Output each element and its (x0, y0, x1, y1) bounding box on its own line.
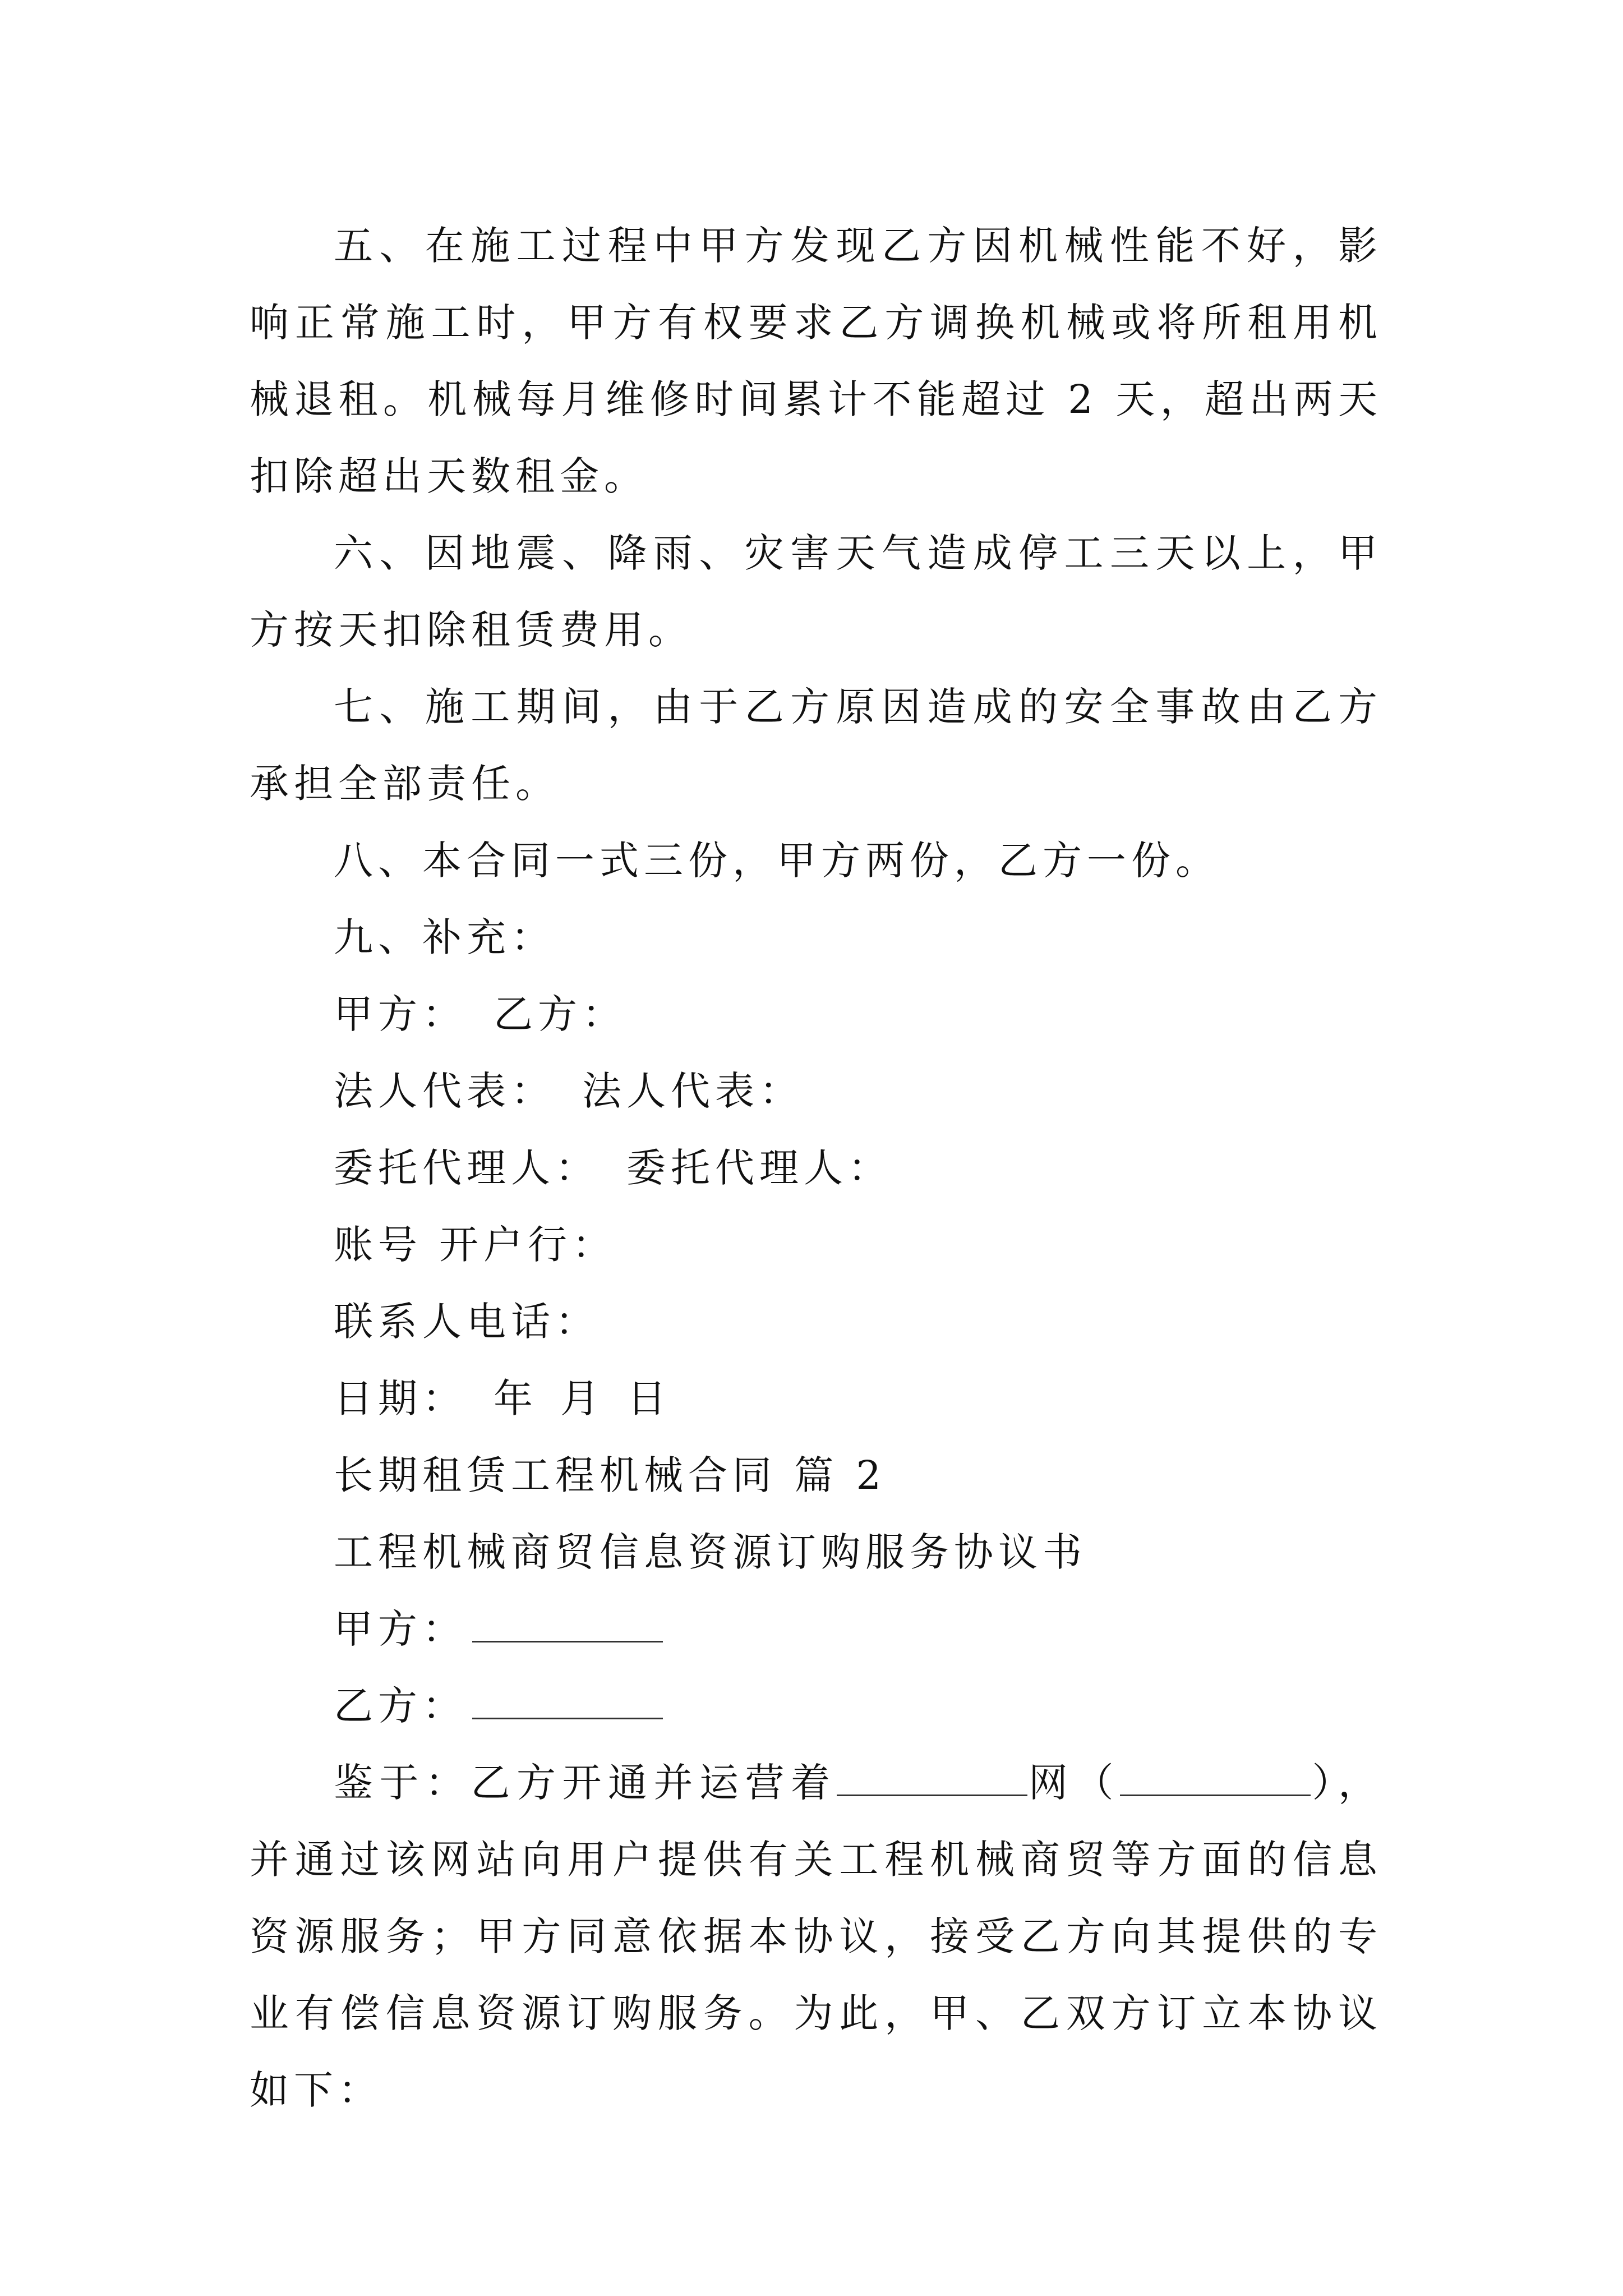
whereas-text-4: 并通过该网站向用户提供有关工程机械商贸等方面的信息资源服务；甲方同意依据本协议，接受乙方向其提供的专业有偿信息资源订购服务。为此，甲、乙双方订立本协议如下： (250, 1837, 1382, 2113)
whereas-text-1: 鉴于：乙方开通并运营着 (334, 1760, 837, 1806)
party-b-blank (472, 1684, 663, 1719)
contact-phone-label: 联系人电话： (334, 1299, 600, 1345)
date-label: 日期： (334, 1375, 467, 1421)
website-url-blank (1120, 1761, 1311, 1796)
agent-a-label: 委托代理人： (334, 1145, 600, 1191)
bank-label: 开户行： (439, 1222, 616, 1268)
signature-legal-rep-row (250, 1053, 1382, 1130)
clause-six: 六、因地震、降雨、灾害天气造成停工三天以上，甲方按天扣除租赁费用。 (250, 530, 1382, 653)
party-b-row (250, 1668, 1382, 1745)
whereas-clause (250, 1745, 1382, 2129)
agent-b-label: 委托代理人： (626, 1145, 892, 1191)
whereas-text-2: 网（ (1027, 1760, 1120, 1806)
party-b-label: 乙方： (494, 991, 626, 1037)
legal-rep-b-label: 法人代表： (582, 1068, 804, 1114)
signature-party-row (250, 976, 1382, 1053)
clause-five: 五、在施工过程中甲方发现乙方因机械性能不好，影响正常施工时，甲方有权要求乙方调换机械或将所租用机械退租。机械每月维修时间累计不能超过 2 天，超出两天扣除超出天数租金。 (250, 223, 1382, 499)
whereas-text-3: ）， (1311, 1760, 1382, 1806)
legal-rep-a-label: 法人代表： (334, 1068, 555, 1114)
clause-nine: 九、补充： (334, 914, 555, 960)
agreement-title: 工程机械商贸信息资源订购服务协议书 (334, 1529, 1087, 1575)
account-label: 账号 (334, 1222, 422, 1268)
date-year: 年 (494, 1375, 538, 1421)
clause-seven: 七、施工期间，由于乙方原因造成的安全事故由乙方承担全部责任。 (250, 684, 1382, 807)
signature-date-row (250, 1360, 1382, 1437)
website-name-blank (837, 1761, 1027, 1796)
date-day: 日 (627, 1375, 671, 1421)
clause-eight: 八、本合同一式三份，甲方两份，乙方一份。 (334, 838, 1220, 884)
signature-account-row (250, 1207, 1382, 1283)
signature-phone-row (250, 1283, 1382, 1360)
party-a-label: 甲方： (334, 991, 467, 1037)
document-body (250, 208, 1382, 2129)
party-b-field-label: 乙方： (334, 1683, 467, 1729)
signature-agent-row (250, 1130, 1382, 1207)
party-a-row (250, 1591, 1382, 1668)
party-a-blank (472, 1607, 663, 1642)
date-month: 月 (560, 1375, 605, 1421)
section-two-heading: 长期租赁工程机械合同 篇 2 (334, 1452, 887, 1498)
party-a-field-label: 甲方： (334, 1606, 467, 1652)
